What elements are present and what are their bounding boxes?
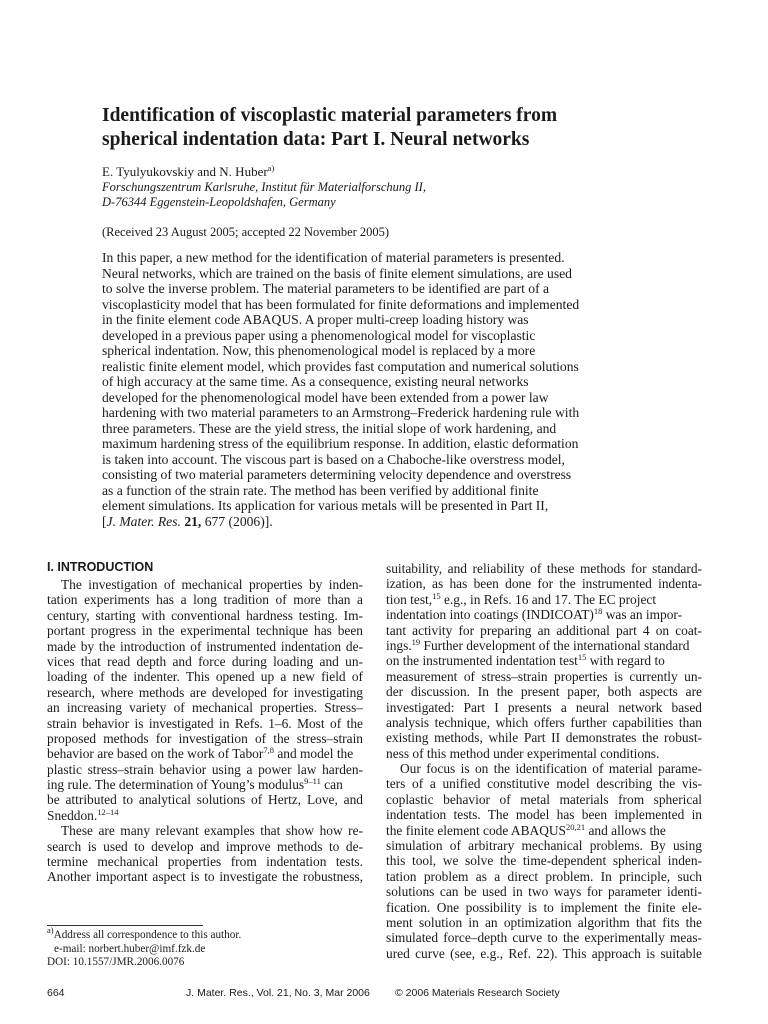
text-line: The investigation of mechanical properties by inden- — [61, 577, 363, 592]
text-line: proposed methods for investigation of the stress–strain — [47, 730, 363, 746]
text-line: fication. One possibility is to implement the finite ele- — [386, 899, 702, 915]
text-line: indentation tests. The model has been implemented in — [386, 807, 702, 823]
citation-sup: 9–11 — [304, 776, 321, 787]
citation-sup: 12–14 — [97, 806, 119, 817]
abstract-line: developed for the phenomenological model have been extended from a power law — [102, 389, 549, 405]
text-line: search is used to develop and improve methods to de- — [47, 838, 363, 854]
text-line: tation experiments has a long tradition of more than a — [47, 592, 363, 608]
citation-sup: 19 — [411, 636, 421, 647]
footnote-marker: a) — [47, 925, 54, 935]
text-line: ness of this method under experimental conditions. — [386, 745, 660, 761]
text-line: strain behavior is investigated in Refs. 1–6. Most of the — [47, 715, 363, 731]
text-line: These are many relevant examples that show how re- — [61, 823, 363, 839]
text-line: investigated: Part I presents a neural network based — [386, 699, 702, 715]
text-line: century, starting with conventional hardness testing. Im- — [47, 607, 363, 623]
footnote-rule — [47, 925, 203, 926]
right-column — [386, 561, 702, 961]
abstract-line: spherical indentation. Now, this phenomenological model is replaced by a more — [102, 343, 536, 358]
text-line: termine mechanical properties from indentation tests. — [47, 854, 363, 870]
text-line: ured curve (see, e.g., Ref. 22). This approach is suitable — [386, 945, 702, 961]
text-line: ment solution in an optimization algorithm that fits the — [386, 914, 702, 930]
journal-info: J. Mater. Res., Vol. 21, No. 3, Mar 2006 — [186, 987, 370, 999]
text-line: loading of the indenter. This opened up a new field of — [47, 669, 363, 685]
abstract-line: hardening with two material parameters to an Armstrong–Frederick hardening rule with — [102, 405, 580, 420]
abstract-line: to solve the inverse problem. The material parameters to be identified are part of a — [102, 281, 550, 296]
text-line: existing methods, while Part II demonstrates the robust- — [386, 730, 702, 746]
text-line: be attributed to analytical solutions of Hertz, Love, and — [47, 792, 363, 808]
abstract-line: viscoplasticity model that has been formulated for finite deformations and implemented — [102, 296, 580, 312]
text-line: Another important aspect is to investigate the robustness, — [47, 869, 363, 885]
text-line: tation problem as a direct problem. In principle, such — [386, 868, 702, 884]
text-line: tant activity for preparing an additional part 4 on coat- — [386, 622, 702, 638]
abstract-line: in the finite element code ABAQUS. A proper multi-creep loading history was — [102, 312, 529, 327]
text-line: ization, as has been done for the instrumented indenta- — [386, 576, 702, 592]
abstract-line: is taken into account. The viscous part is based on a Chaboche-like overstress model, — [102, 451, 565, 467]
text-line: simulated force–depth curve to the experimentally meas- — [386, 930, 702, 946]
text-line: the finite element code ABAQUS$^{20,21}$ and allows the — [386, 821, 666, 838]
text-line: Our focus is on the identification of material parame- — [400, 761, 702, 777]
abstract-line: In this paper, a new method for the identification of material parameters is presented. — [102, 250, 565, 265]
title-line: Identification of viscoplastic material parameters from — [102, 105, 558, 126]
citation-journal: J. Mater. Res. — [106, 513, 181, 529]
received-dates: (Received 23 August 2005; accepted 22 November 2005) — [102, 225, 390, 239]
abstract-line: maximum hardening stress of the equilibrium response. In addition, elastic deformation — [102, 436, 579, 451]
abstract — [102, 250, 702, 529]
paper-title — [102, 104, 702, 152]
text-line: ings.$^{19}$ Further development of the international standard — [386, 636, 690, 653]
text-line: solutions can be used in two ways for parameter identi- — [386, 884, 702, 900]
affiliation-line: D-76344 Eggenstein-Leopoldshafen, Germany — [102, 195, 336, 209]
text-line: research, where methods are developed for investigating — [47, 684, 363, 700]
text-line: an increasing variety of mechanical properties. Stress– — [47, 700, 363, 716]
citation-sup: 15 — [577, 652, 587, 663]
abstract-citation: [J. Mater. Res. 21, 677 (2006)]. — [102, 513, 273, 529]
text-line: this tool, we solve the time-dependent spherical inden- — [386, 853, 702, 869]
text-line: ing rule. The determination of Young’s modulus$^{9-11}$ can — [47, 776, 343, 793]
text-line: on the instrumented indentation test$^{15}$ with regard to — [386, 652, 665, 669]
text-line: ters of a unified constitutive model describing the vis- — [386, 776, 702, 792]
text-line: measurement of stress–strain properties is currently un- — [386, 668, 702, 684]
section-heading: I. INTRODUCTION — [47, 560, 154, 574]
author-marker: a) — [267, 163, 275, 173]
title-line: spherical indentation data: Part I. Neural networks — [102, 129, 530, 150]
text-line: indentation into coatings (INDICOAT)$^{18}$ was an impor- — [386, 606, 683, 623]
doi: DOI: 10.1557/JMR.2006.0076 — [47, 956, 185, 968]
authors — [102, 164, 274, 180]
citation-volume: 21, — [184, 513, 202, 529]
abstract-line: Neural networks, which are trained on the basis of finite element simulations, are used — [102, 265, 572, 281]
text-line: analysis technique, which offers further capabilities than — [386, 714, 702, 730]
text-line: Sneddon.$^{12-14}$ — [47, 806, 119, 823]
abstract-line: of high accuracy at the same time. As a consequence, existing neural networks — [102, 374, 529, 389]
abstract-line: three parameters. These are the yield stress, the initial slope of work hardening, and — [102, 420, 557, 436]
text-line: portant progress in the experimental technique has been — [47, 623, 363, 639]
abstract-line: consisting of two material parameters determining velocity dependence and overstress — [102, 467, 572, 482]
text-line: vices that read depth and force during loading and un- — [47, 653, 363, 669]
text-line: suitability, and reliability of these methods for standard- — [386, 561, 702, 576]
abstract-line: element simulations. Its application for various metals will be presented in Part II, — [102, 498, 549, 513]
citation-sup: 7,8 — [263, 745, 274, 756]
text-line: coplastic behavior of metal materials from spherical — [386, 791, 702, 807]
text-line: behavior are based on the work of Tabor$^{7,8}$ and model the — [47, 745, 354, 762]
abstract-line: as a function of the strain rate. The method has been verified by additional finite — [102, 482, 539, 498]
text-line: made by the introduction of instrumented indentation de- — [47, 638, 363, 654]
citation-sup: 15 — [432, 590, 441, 601]
citation-sup: 18 — [593, 606, 603, 617]
copyright: © 2006 Materials Research Society — [395, 987, 560, 999]
left-column — [47, 577, 363, 885]
affiliation-line: Forschungszentrum Karlsruhe, Institut für Materialforschung II, — [102, 180, 426, 194]
text-line: plastic stress–strain behavior using a power law harden- — [47, 761, 363, 777]
footnote: $^{a)}$Address all correspondence to this author. e-mail: norbert.huber@imf.fzk.de DOI: 10.1557/JMR.2006.0076 — [47, 925, 242, 968]
abstract-line: realistic finite element model, which provides fast computation and numerical solutions — [102, 358, 579, 374]
citation-sup: 20,21 — [566, 821, 586, 832]
abstract-line: developed in a previous paper using a phenomenological model for viscoplastic — [102, 327, 536, 343]
affiliation — [102, 180, 426, 210]
text-line: tion test,$^{15}$ e.g., in Refs. 16 and 17. The EC project — [386, 590, 657, 607]
text-line: simulation of arbitrary mechanical problems. By using — [386, 838, 702, 854]
author-email: e-mail: norbert.huber@imf.fzk.de — [54, 942, 206, 955]
page-number: 664 — [47, 987, 65, 999]
author-names: E. Tyulyukovskiy and N. Huber — [102, 164, 268, 179]
text-line: der discussion. In the present paper, both aspects are — [386, 684, 702, 700]
